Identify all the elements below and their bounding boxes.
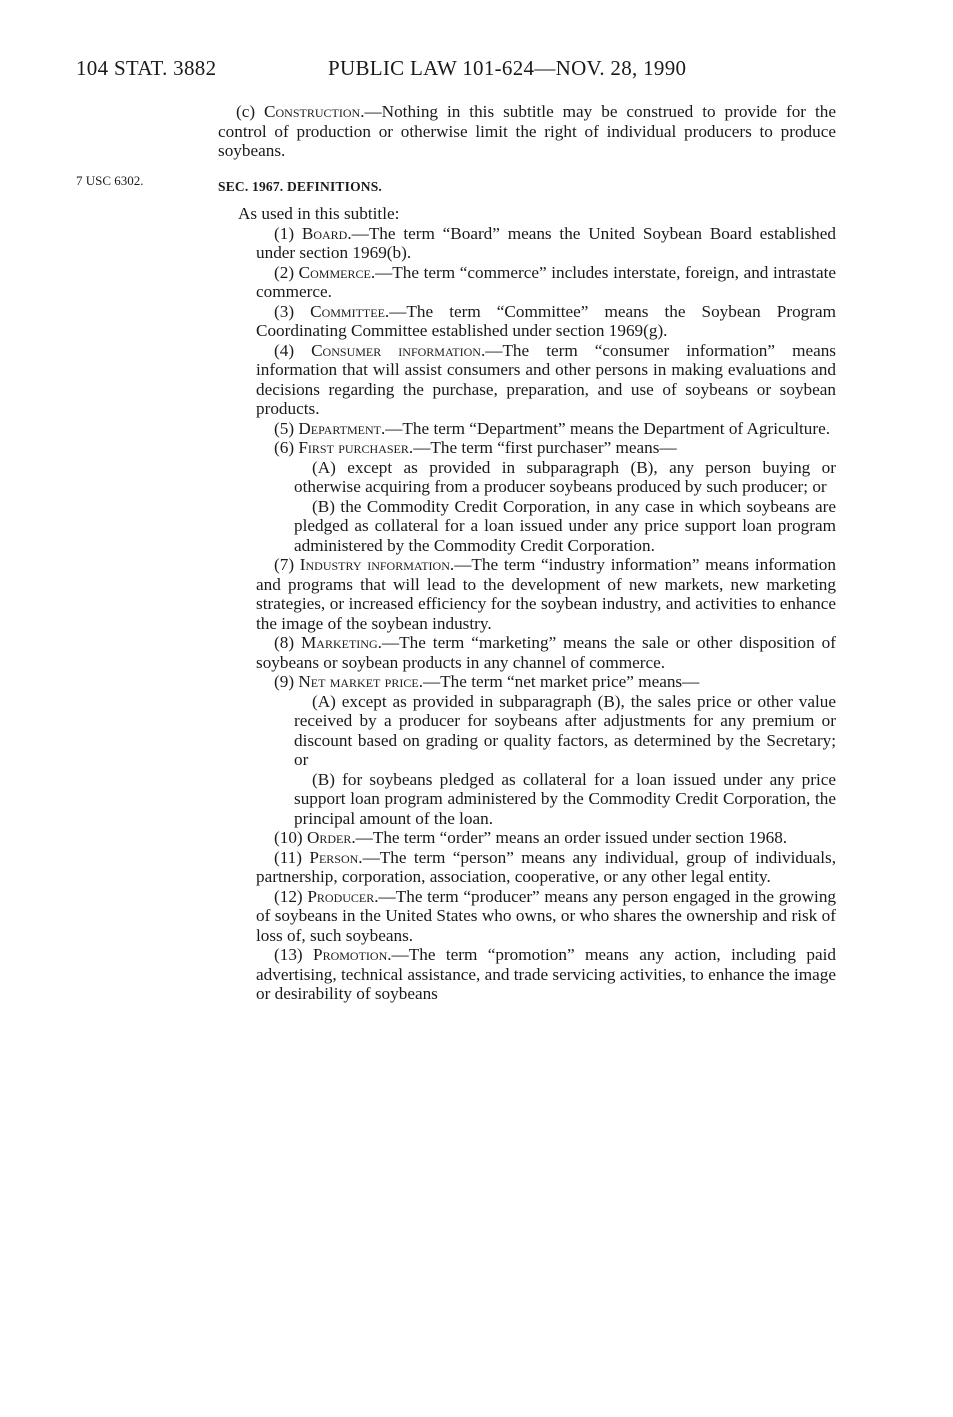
definition-number: (1) — [274, 223, 302, 243]
definition-text: .—The term “Department” means the Department of Agriculture. — [380, 418, 831, 438]
definition-number: (2) — [274, 262, 299, 282]
definition-term: First purchaser — [298, 438, 409, 457]
definition-paragraph — [256, 555, 836, 633]
paragraph-text: .—Nothing in this subtitle may be construed to provide for the control of production or otherwise limit the right of individual producers to produce soybeans. — [218, 102, 836, 160]
definition-term: Producer — [307, 886, 375, 906]
definition-paragraph — [256, 672, 836, 692]
definition-paragraph — [256, 302, 836, 341]
subparagraph: (A) except as provided in subparagraph (B), any person buying or otherwise acquiring from a producer soybeans produced by such producer; or — [294, 457, 836, 496]
definition-number: (8) — [274, 633, 302, 652]
definition-number: (10) — [274, 828, 307, 847]
definitions-list-3 — [218, 828, 836, 1004]
paragraph-label: (c) — [236, 102, 265, 121]
definition-term: Consumer information — [311, 340, 481, 360]
definition-number: (12) — [274, 886, 308, 906]
definitions-list-2 — [218, 555, 836, 692]
definition-text: .—The term “first purchaser” means— — [408, 438, 677, 457]
definition-paragraph — [256, 438, 836, 458]
definition-term: Order — [306, 828, 352, 847]
definition-number: (3) — [274, 301, 311, 321]
page-header-title: PUBLIC LAW 101-624—NOV. 28, 1990 — [328, 56, 687, 80]
definition-term: Industry information — [299, 555, 450, 574]
definition-text: .—The term “marketing” means the sale or other disposition of soybeans or soybean products in any channel of commerce. — [256, 633, 836, 672]
definition-text: .—The term “Board” means the United Soybean Board established under section 1969(b). — [256, 223, 836, 262]
definition-number: (6) — [274, 438, 299, 457]
page-header-stat: 104 STAT. 3882 — [76, 56, 217, 80]
subparagraph: (B) the Commodity Credit Corporation, in any case in which soybeans are pledged as collateral for a loan issued under any price support loan program administered by the Commodity Credit Corporation. — [294, 496, 836, 555]
definition-paragraph — [256, 848, 836, 887]
definition-text: .—The term “promotion” means any action, including paid advertising, technical assistance, and trade servicing activities, to enhance the image or desirability of soybeans — [256, 945, 836, 1003]
document-body — [218, 102, 836, 1004]
definition-term: Person — [309, 847, 359, 867]
definition-number: (9) — [274, 672, 299, 691]
definition-paragraph — [256, 341, 836, 419]
definition-number: (4) — [274, 340, 312, 360]
definition-paragraph — [256, 945, 836, 1004]
margin-note: 7 USC 6302. — [76, 173, 144, 188]
definition-text: .—The term “person” means any individual, group of individuals, partnership, corporation, association, cooperative, or any other legal entity. — [256, 847, 836, 886]
subparagraph: (B) for soybeans pledged as collateral for a loan issued under any price support loan program administered by the Commodity Credit Corporation, the principal amount of the loan. — [294, 769, 836, 828]
definition-paragraph — [256, 633, 836, 672]
net-market-price-subparagraphs — [218, 692, 836, 829]
definition-text: .—The term “industry information” means information and programs that will lead to the development of new markets, new marketing strategies, or increased efficiency for the soybean industry, and activities to enhance the image of the soybean industry. — [256, 555, 836, 633]
paragraph-heading: Construction — [264, 102, 361, 121]
first-purchaser-subparagraphs — [218, 458, 836, 556]
definition-text: .—The term “Committee” means the Soybean Program Coordinating Committee established under section 1969(g). — [256, 301, 836, 340]
definition-term: Marketing — [301, 633, 378, 652]
definition-text: .—The term “order” means an order issued under section 1968. — [351, 828, 788, 847]
definition-paragraph — [256, 263, 836, 302]
construction-paragraph — [218, 102, 836, 161]
definitions-list-1 — [218, 224, 836, 458]
definition-paragraph — [256, 224, 836, 263]
definition-number: (7) — [274, 555, 300, 574]
definition-number: (11) — [274, 847, 310, 867]
definition-term: Commerce — [298, 262, 371, 282]
definition-text: .—The term “commerce” includes interstate, foreign, and intrastate commerce. — [256, 262, 836, 301]
definition-number: (5) — [274, 418, 299, 438]
definition-text: .—The term “consumer information” means information that will assist consumers and other persons in making evaluations and decisions regarding the purchase, preparation, and use of soybeans or soybean products. — [256, 340, 836, 418]
definition-term: Promotion — [313, 945, 388, 964]
intro-text: As used in this subtitle: — [238, 204, 400, 223]
definition-text: .—The term “producer” means any person engaged in the growing of soybeans in the United States who owns, or who shares the ownership and risk of loss of, such soybeans. — [256, 886, 837, 945]
definition-term: Committee — [310, 301, 385, 321]
section-heading: SEC. 1967. DEFINITIONS. — [218, 178, 383, 194]
definition-text: .—The term “net market price” means— — [418, 672, 700, 691]
subparagraph: (A) except as provided in subparagraph (B), the sales price or other value received by a producer for soybeans after adjustments for any premium or discount based on grading or quality factors, as determined by the Secretary; or — [294, 691, 836, 769]
definition-paragraph — [256, 828, 836, 848]
definition-number: (13) — [274, 945, 314, 964]
definition-paragraph — [256, 887, 836, 946]
definition-term: Board — [301, 223, 348, 243]
definition-term: Department — [298, 418, 381, 438]
definition-term: Net market price — [298, 672, 419, 691]
definition-paragraph — [256, 419, 836, 439]
